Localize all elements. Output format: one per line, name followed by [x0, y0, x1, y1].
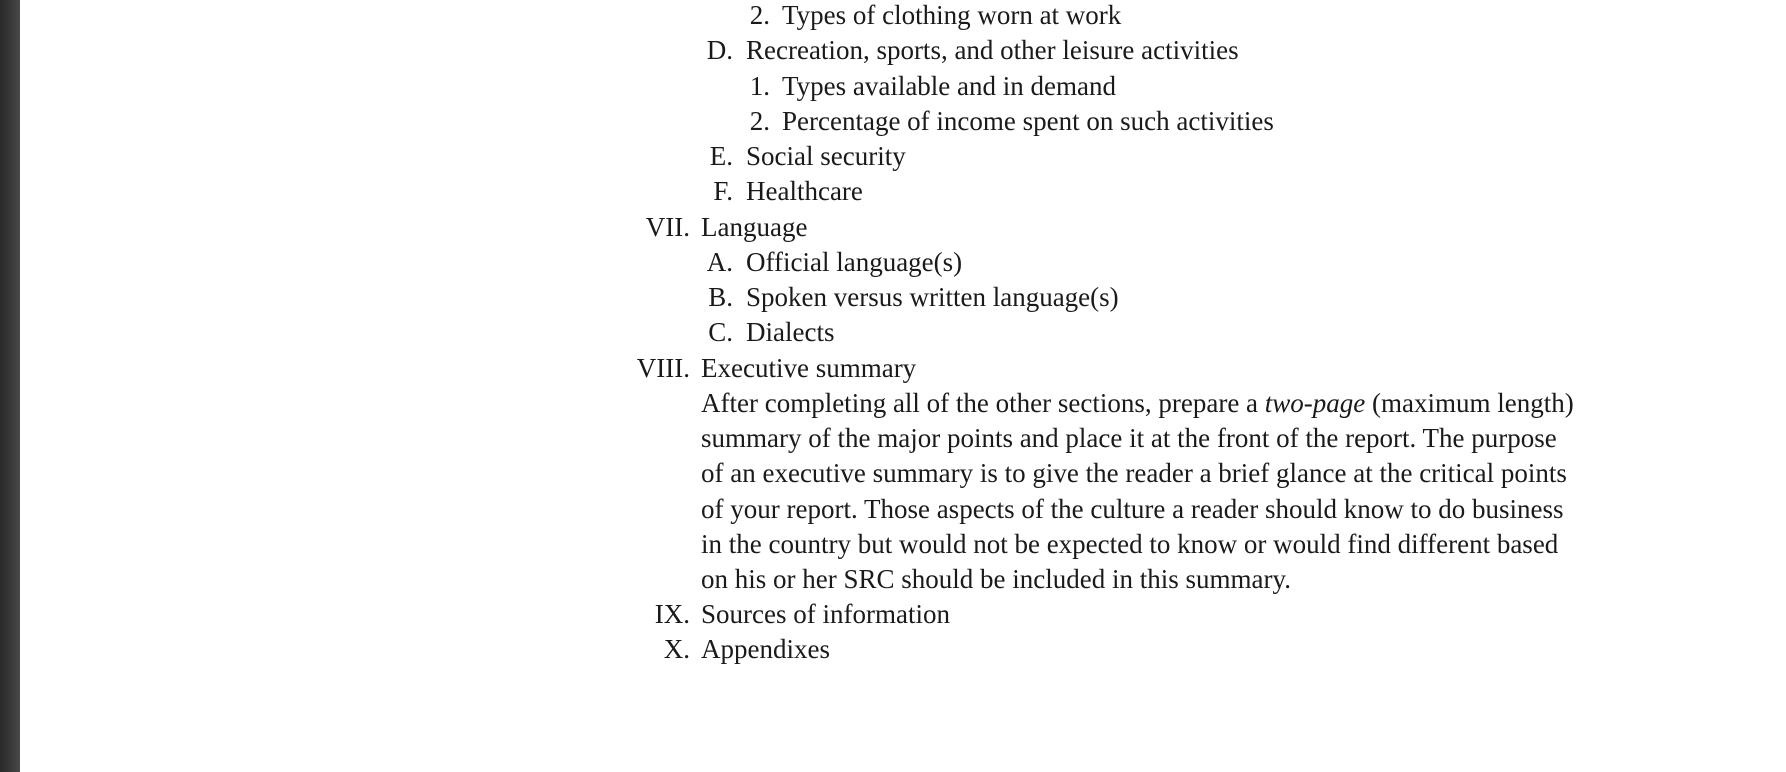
paragraph-line-6: on his or her SRC should be included in this summary. — [701, 564, 1291, 595]
document-page — [20, 0, 1786, 772]
outline-number: 2. — [749, 106, 770, 136]
outline-text: Dialects — [746, 317, 835, 347]
outline-letter: E. — [709, 141, 733, 171]
outline-text: Types of clothing worn at work — [782, 0, 1122, 30]
outline-roman: IX. — [654, 599, 690, 629]
outline-roman: VII. — [645, 212, 690, 242]
outline-text: Recreation, sports, and other leisure activities — [746, 35, 1239, 65]
outline-letter: B. — [708, 282, 733, 312]
outline-letter: F. — [713, 176, 733, 206]
outline-letter: C. — [708, 317, 733, 347]
outline-number: 2. — [749, 0, 770, 30]
outline-text: Appendixes — [701, 634, 830, 664]
paragraph-line-3: of an executive summary is to give the reader a brief glance at the critical points — [701, 458, 1567, 489]
paragraph-line-1: After completing all of the other sections, prepare a two-page (maximum length) — [701, 388, 1574, 418]
outline-text: Percentage of income spent on such activities — [782, 106, 1274, 136]
paragraph-line-5: in the country but would not be expected to know or would find different based — [701, 528, 1559, 559]
outline-text: Sources of information — [701, 599, 950, 629]
paragraph-line-4: of your report. Those aspects of the culture a reader should know to do business — [701, 493, 1564, 524]
outline-text: Language — [701, 212, 808, 242]
outline-roman: X. — [663, 634, 690, 664]
outline-text: Executive summary — [701, 353, 917, 383]
outline-number: 1. — [749, 71, 770, 101]
window-edge-shadow — [0, 0, 20, 772]
emphasis-two-page: two-page — [1264, 388, 1366, 418]
paragraph-line-2: summary of the major points and place it at the front of the report. The purpose — [701, 423, 1557, 454]
outline-text: Spoken versus written language(s) — [746, 282, 1119, 312]
outline-text: Healthcare — [746, 176, 863, 206]
executive-summary-paragraph — [701, 386, 1651, 597]
outline-text: Types available and in demand — [782, 71, 1116, 101]
outline-text: Official language(s) — [746, 247, 963, 277]
outline-roman: VIII. — [636, 353, 690, 383]
outline-text: Social security — [746, 141, 906, 171]
outline-letter: D. — [706, 35, 733, 65]
outline-letter: A. — [706, 247, 733, 277]
